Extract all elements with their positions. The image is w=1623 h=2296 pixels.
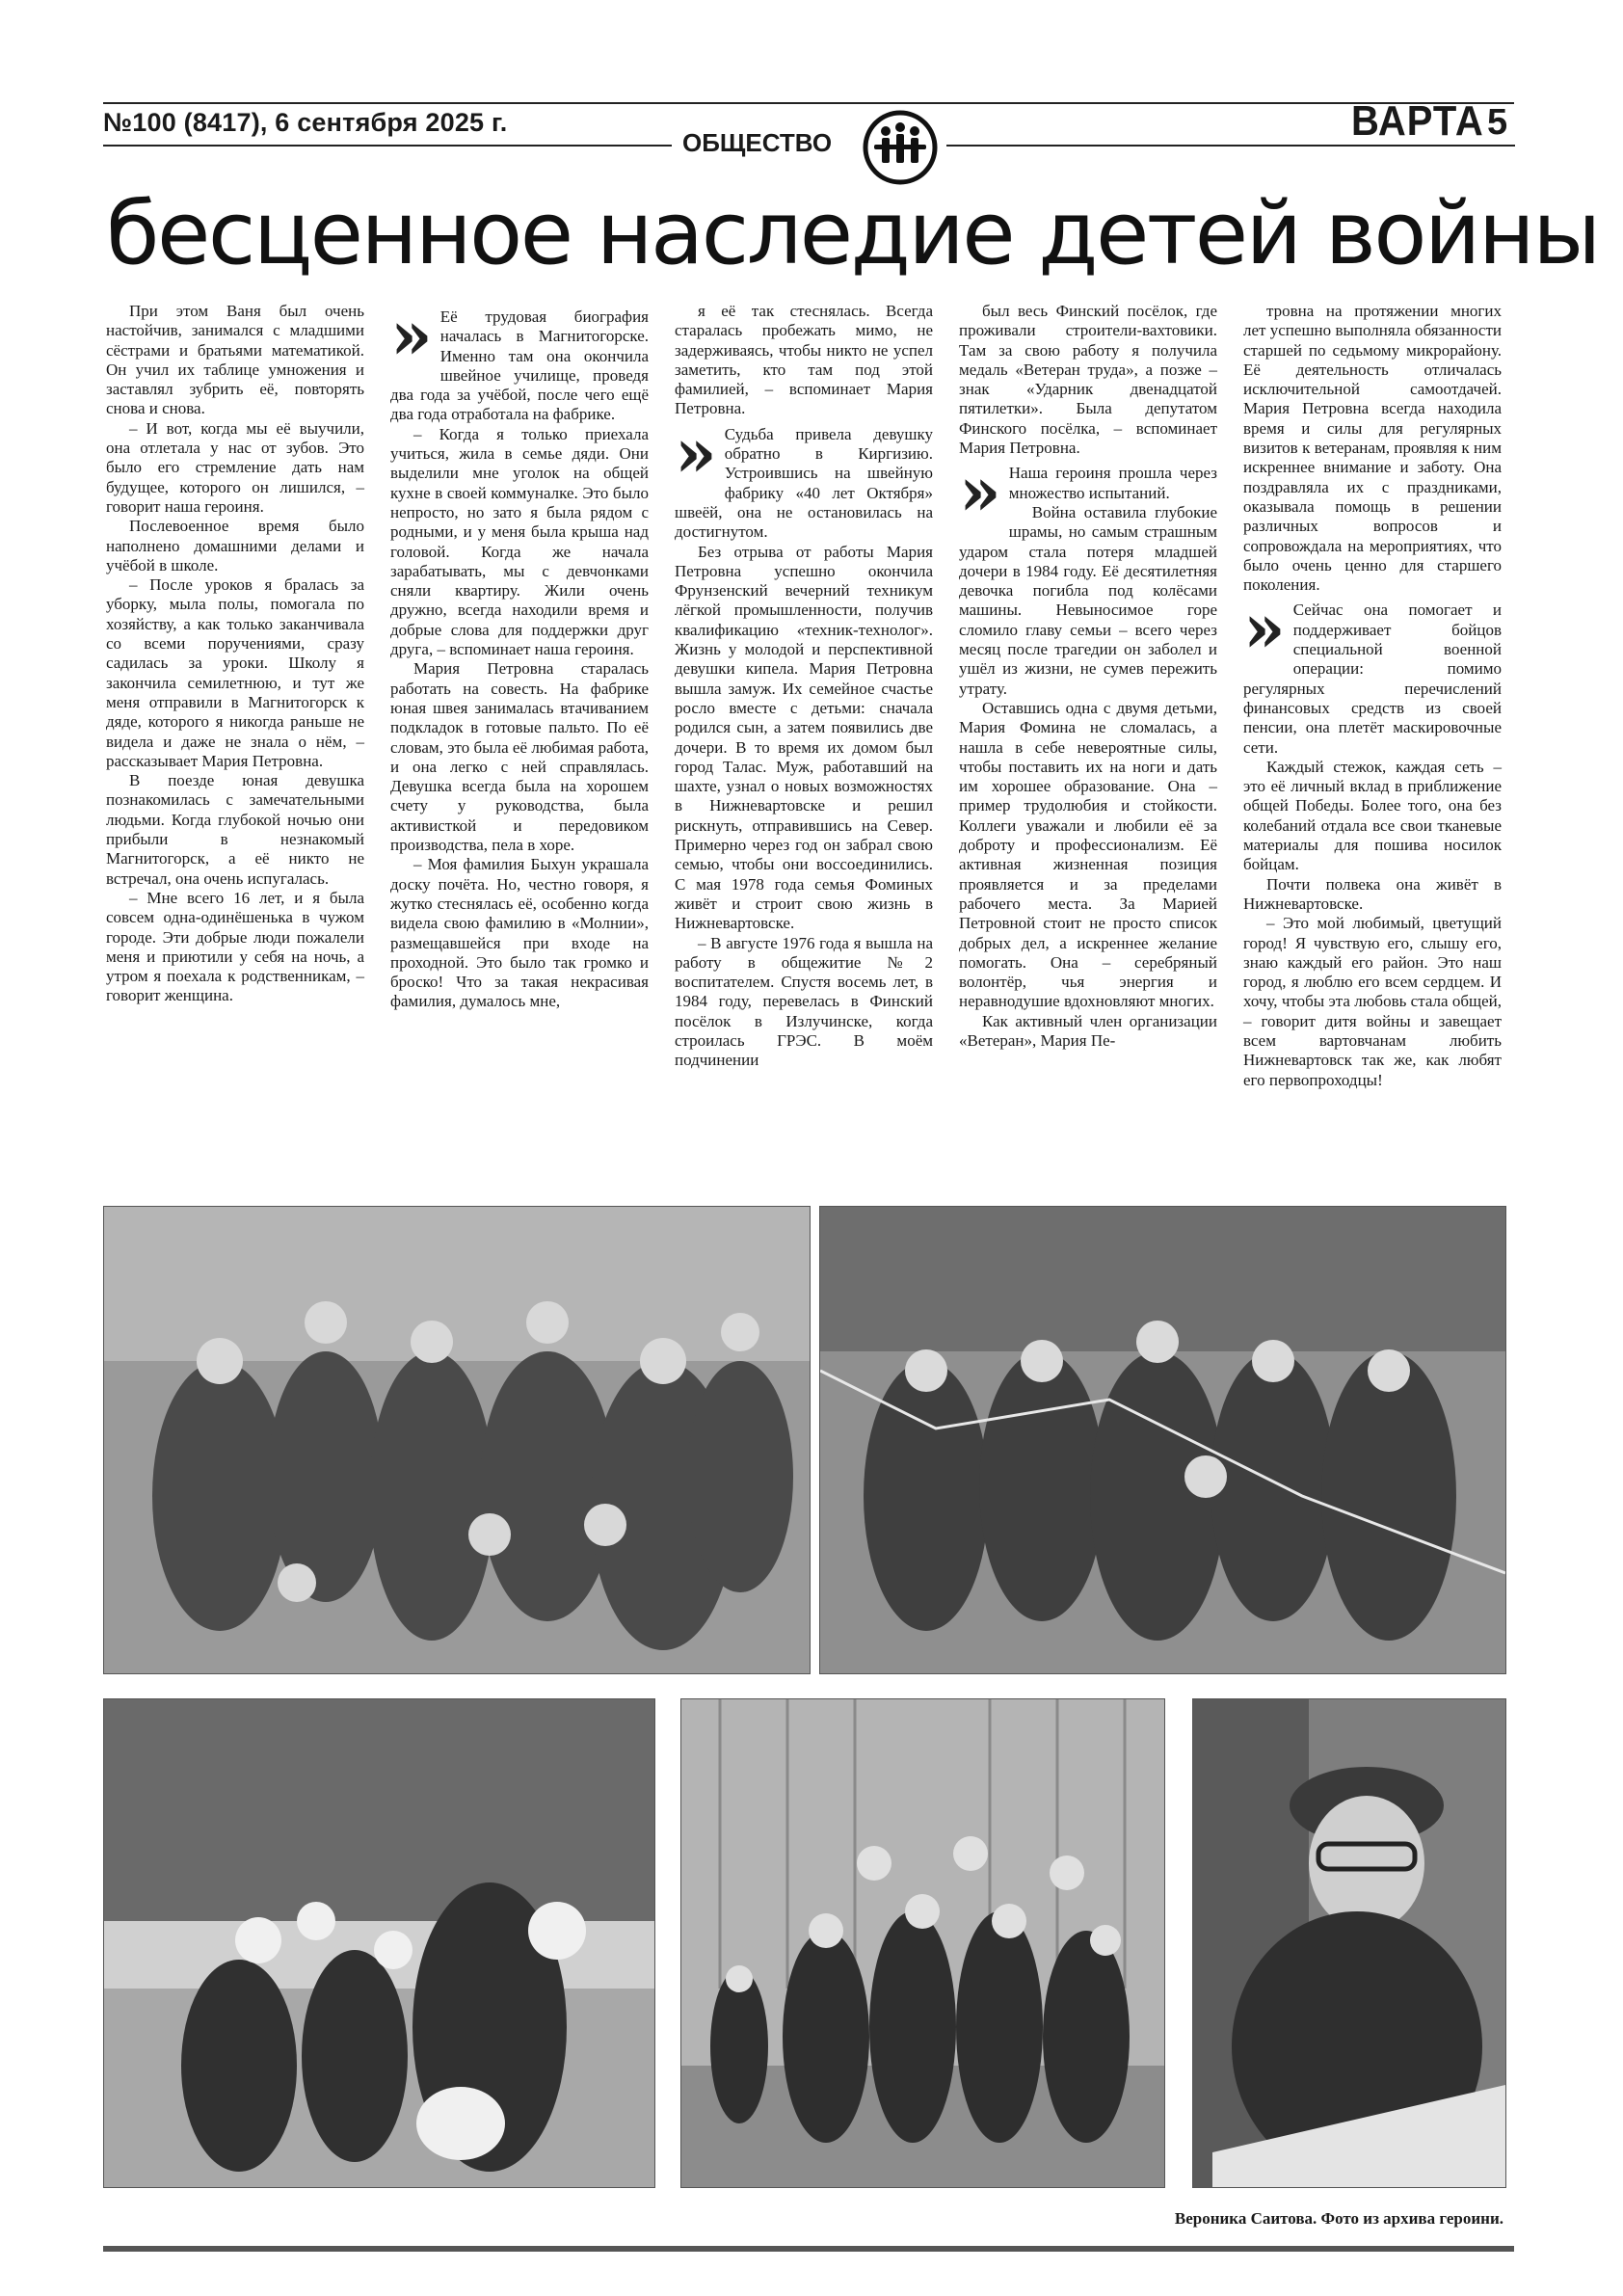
archive-photo-family-group-2 bbox=[819, 1206, 1506, 1674]
quote-mark-icon: » bbox=[675, 412, 717, 493]
page-headline: бесценное наследие детей войны bbox=[106, 183, 1599, 284]
paragraph: Почти полвека она живёт в Нижневартовске. bbox=[1243, 874, 1502, 913]
footer-rule bbox=[103, 2246, 1514, 2252]
paragraph: – Мне всего 16 лет, и я была совсем одна-одинёшенька в чужом городе. Эти добрые люди пожалели меня и приютили у себя на ночь, а утром я поехала к родственникам, – говорит женщина. bbox=[106, 888, 364, 1005]
photo-caption: Вероника Саитова. Фото из архива героини. bbox=[1174, 2209, 1503, 2228]
paragraph: Послевоенное время было наполнено домашними делами и учёбой в школе. bbox=[106, 517, 364, 574]
archive-photo-family-group-1 bbox=[103, 1206, 811, 1674]
paragraph: я её так стеснялась. Всегда старалась пробежать мимо, не задерживаясь, чтобы никто не успел заметить, кто там под этой фамилией, – вспоминает Мария Петровна. bbox=[675, 302, 933, 418]
paragraph: тровна на протяжении многих лет успешно выполняла обязанности старшей по седьмому микрорайону. Её деятельность отличалась исключительной самоотдачей. Мария Петровна всегда находила время и силы для регулярных визитов к ветеранам, проявляя к ним искреннее внимание и заботу. Она поздравляла их с праздниками, оказывала помощь в решении различных вопросов и сопровождала на мероприятиях, что было очень ценно для старшего поколения. bbox=[1243, 302, 1502, 595]
article-column-3 bbox=[675, 302, 933, 1071]
paragraph: – В августе 1976 года я вышла на работу в общежитие №2 воспитателем. Спустя восемь лет, в 1984 году, перевелась в Финский посёлок в Излучинске, когда строилась ГРЭС. В моём подчинении bbox=[675, 933, 933, 1070]
article-column-5 bbox=[1243, 302, 1502, 1090]
quote-mark-icon: » bbox=[390, 295, 433, 375]
quote-mark-icon: » bbox=[1243, 588, 1286, 669]
pull-quote bbox=[675, 412, 933, 543]
archive-photo-barn-group bbox=[680, 1698, 1165, 2188]
paragraph: В поезде юная девушка познакомилась с замечательными людьми. Когда глубокой ночью они прибыли в незнакомый Магнитогорск, а её никто не встречал, она очень испугалась. bbox=[106, 771, 364, 888]
article-column-1 bbox=[106, 302, 364, 1006]
paragraph: При этом Ваня был очень настойчив, занимался с младшими сёстрами и братьями математикой. Он учил их таблице умножения и заставлял зубрить её, повторять снова и снова. bbox=[106, 302, 364, 418]
paragraph: Каждый стежок, каждая сеть – это её личный вклад в приближение общей Победы. Более того, она без колебаний отдала все свои тканевые материалы для пошива носилок бойцам. bbox=[1243, 757, 1502, 874]
pull-quote-text: Её трудовая биография началась в Магнитогорске. Именно там она окончила швейное училище, проведя два года за учёбой, после чего ещё два года отработала на фабрике. bbox=[390, 307, 649, 424]
pull-quote-text: Сейчас она помогает и поддерживает бойцов специальной военной операции: помимо регулярных перечислений финансовых средств из своей пенсии, она плетёт маскировочные сети. bbox=[1243, 601, 1502, 757]
page-number: 5 bbox=[1487, 102, 1508, 143]
paragraph: был весь Финский посёлок, где проживали строители-вахтовики. Там за свою работу я получила медаль «Ветеран труда», а позже – знак «Ударник двенадцатой пятилетки». Была депутатом Финского посёлка, – вспоминает Мария Петровна. bbox=[959, 302, 1217, 458]
paragraph: Оставшись одна с двумя детьми, Мария Фомина не сломалась, а нашла в себе невероятные силы, чтобы поставить их на ноги и дать им хорошее образование. Она – пример трудолюбия и стойкости. Коллеги уважали и любили её за доброту и профессионализм. Её активная жизненная позиция проявляется и за пределами рабочего места. За Марией Петровной стоит не просто список добрых дел, а искреннее желание помогать. Она – серебряный волонтёр, чья энергия и неравнодушие вдохновляют многих. bbox=[959, 698, 1217, 1011]
pull-quote bbox=[959, 451, 1217, 532]
section-title: ОБЩЕСТВО bbox=[682, 128, 833, 157]
archive-photo-river-family bbox=[103, 1698, 655, 2188]
pull-quote bbox=[390, 295, 649, 425]
quote-mark-icon: » bbox=[959, 451, 1001, 532]
paragraph: Война оставила глубокие шрамы, но самым страшным ударом стала потеря младшей дочери в 1984 году. Её десятилетняя девочка погибла под колёсами машины. Невыносимое горе сломило главу семьи – всего через месяц после трагедии он заболел и ушёл из жизни, не сумев пережить утрату. bbox=[959, 502, 1217, 698]
paragraph: – И вот, когда мы её выучили, она отлетала у нас от зубов. Это было его стремление дать нам будущее, которого он лишился, – говорит наша героиня. bbox=[106, 418, 364, 516]
newspaper-brand: ВАРТА bbox=[1351, 98, 1484, 145]
children-group-icon bbox=[863, 110, 938, 185]
pull-quote-text: Наша героиня прошла через множество испытаний. bbox=[1008, 464, 1217, 502]
header-top-rule bbox=[103, 102, 1514, 104]
header-rule-left bbox=[103, 145, 672, 147]
paragraph: – После уроков я бралась за уборку, мыла полы, помогала по хозяйству, а как только заканчивала со всеми поручениями, сразу садилась за уроки. Школу я закончила семилетнюю, и тут же меня отправили в Магнитогорск к дяде, которого я никогда раньше не видела и даже не знала о нём, – рассказывает Мария Петровна. bbox=[106, 575, 364, 770]
issue-info: №100 (8417), 6 сентября 2025 г. bbox=[103, 108, 508, 137]
paragraph: – Когда я только приехала учиться, жила в семье дяди. Они выделили мне уголок на общей кухне в своей коммуналке. Это было непросто, но зато я была рядом с родными, и у меня была крыша над головой. Когда же начала зарабатывать, мы с девчонками сняли квартиру. Жили очень дружно, всегда находили время и добрые слова для поддержки друг друга, – вспоминает наша героиня. bbox=[390, 424, 649, 659]
article-column-2 bbox=[390, 295, 649, 1012]
archive-photo-elderly-man-reading bbox=[1192, 1698, 1506, 2188]
article-column-4 bbox=[959, 302, 1217, 1051]
paragraph: Мария Петровна старалась работать на совесть. На фабрике юная швея занималась втачиванием подкладок в готовые пальто. По её словам, это была её любимая работа, и она легко с ней справлялась. Девушка всегда была на хорошем счету у руководства, была активисткой и передовиком производства, пела в хоре. bbox=[390, 659, 649, 855]
paragraph: – Это мой любимый, цветущий город! Я чувствую его, слышу его, знаю каждый его район. Это наш город, я люблю его всем сердцем. И хочу, чтобы эта любовь стала общей, – говорит дитя войны и завещает всем вартовчанам любить Нижневартовск так же, как любят его первопроходцы! bbox=[1243, 914, 1502, 1089]
pull-quote bbox=[1243, 588, 1502, 757]
paragraph: Как активный член организации «Ветеран», Мария Пе- bbox=[959, 1011, 1217, 1050]
paragraph: Без отрыва от работы Мария Петровна успешно окончила Фрунзенский вечерний техникум лёгкой промышленности, получив квалификацию «техник-технолог». Жизнь у молодой и перспективной девушки кипела. Мария Петровна вышла замуж. Их семейное счастье росло вместе с детьми: сначала родился сын, а затем появились две дочери. В то время их домом был город Талас. Муж, работавший на шахте, узнал о новых возможностях в Нижневартовске и решил рискнуть, отправившись на Север. Примерно через год он забрал свою семью, чтобы они воссоединились. С мая 1978 года семья Фоминых живёт и строит свою жизнь в Нижневартовске. bbox=[675, 542, 933, 933]
paragraph: – Моя фамилия Быхун украшала доску почёта. Но, честно говоря, я жутко стеснялась её, особенно когда видела свою фамилию в «Молнии», размещавшейся при входе на проходной. Это было так громко и броско! Что за такая некрасивая фамилия, думалось мне, bbox=[390, 855, 649, 1011]
pull-quote-text: Судьба привела девушку обратно в Киргизию. Устроившись на швейную фабрику «40 лет Октября» швеёй, она не остановилась на достигнутом. bbox=[675, 424, 933, 542]
